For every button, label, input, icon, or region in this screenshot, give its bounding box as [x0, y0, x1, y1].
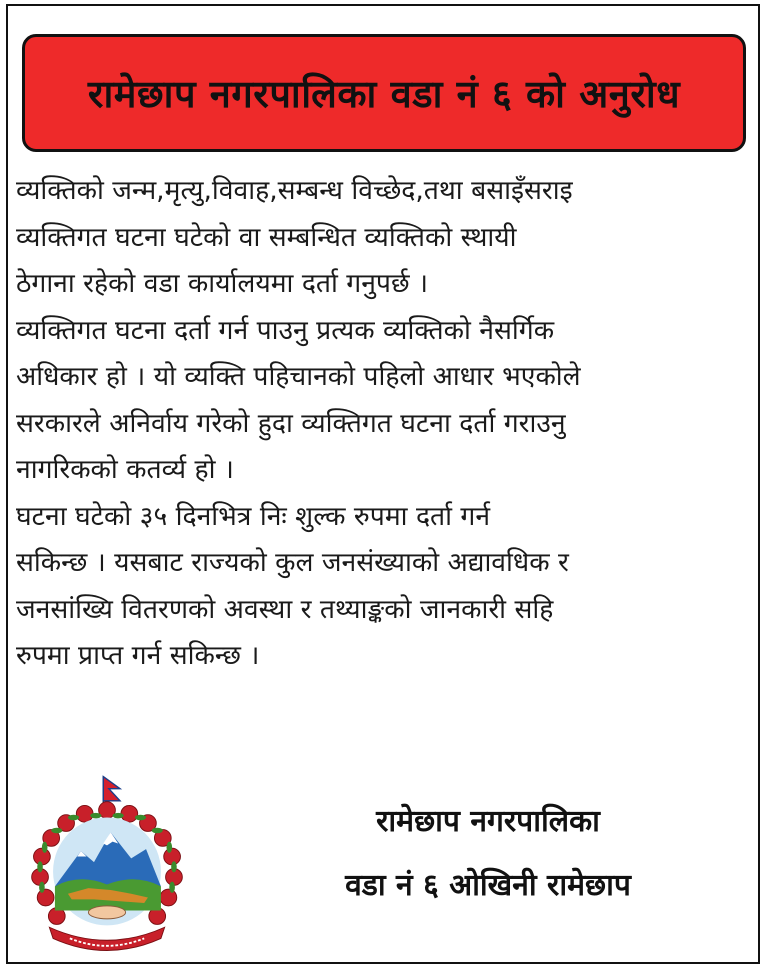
notice-line: व्यक्तिगत घटना घटेको वा सम्बन्धित व्यक्तिको स्थायी	[16, 221, 517, 253]
notice-footer	[8, 735, 758, 963]
notice-line: सरकारले अनिर्वाय गरेको हुदा व्यक्तिगत घटना दर्ता गराउनु	[16, 407, 566, 439]
office-signature-block	[238, 790, 738, 918]
office-name: रामेछाप नगरपालिका	[376, 804, 600, 839]
notice-line: व्यक्तिको जन्म,मृत्यु,विवाह,सम्बन्ध विच्छेद,तथा बसाइँसराइ	[16, 175, 573, 206]
notice-line: जनसांख्यि वितरणको अवस्था र तथ्याङ्कको जानकारी सहि	[16, 593, 554, 625]
notice-line: ठेगाना रहेको वडा कार्यालयमा दर्ता गनुपर्छ ।	[16, 268, 429, 299]
nepal-government-emblem-icon	[14, 771, 200, 957]
office-address: वडा नं ६ ओखिनी रामेछाप	[345, 868, 631, 903]
notice-body	[16, 168, 746, 680]
notice-line: व्यक्तिगत घटना दर्ता गर्न पाउनु प्रत्यक व्यक्तिको नैसर्गिक	[16, 314, 555, 346]
notice-header-banner	[22, 34, 746, 152]
notice-line: सकिन्छ । यसबाट राज्यको कुल जनसंख्याको अद्यावधिक र	[16, 547, 569, 578]
notice-line: रुपमा प्राप्त गर्न सकिन्छ ।	[16, 640, 260, 671]
notice-line: अधिकार हो । यो व्यक्ति पहिचानको पहिलो आधार भएकोले	[16, 361, 581, 392]
notice-line: नागरिकको कतर्व्य हो ।	[16, 454, 234, 485]
notice-title: रामेछाप नगरपालिका वडा नं ६ को अनुरोध	[87, 72, 681, 116]
notice-line: घटना घटेको ३५ दिनभित्र निः शुल्क रुपमा दर्ता गर्न	[16, 500, 491, 532]
